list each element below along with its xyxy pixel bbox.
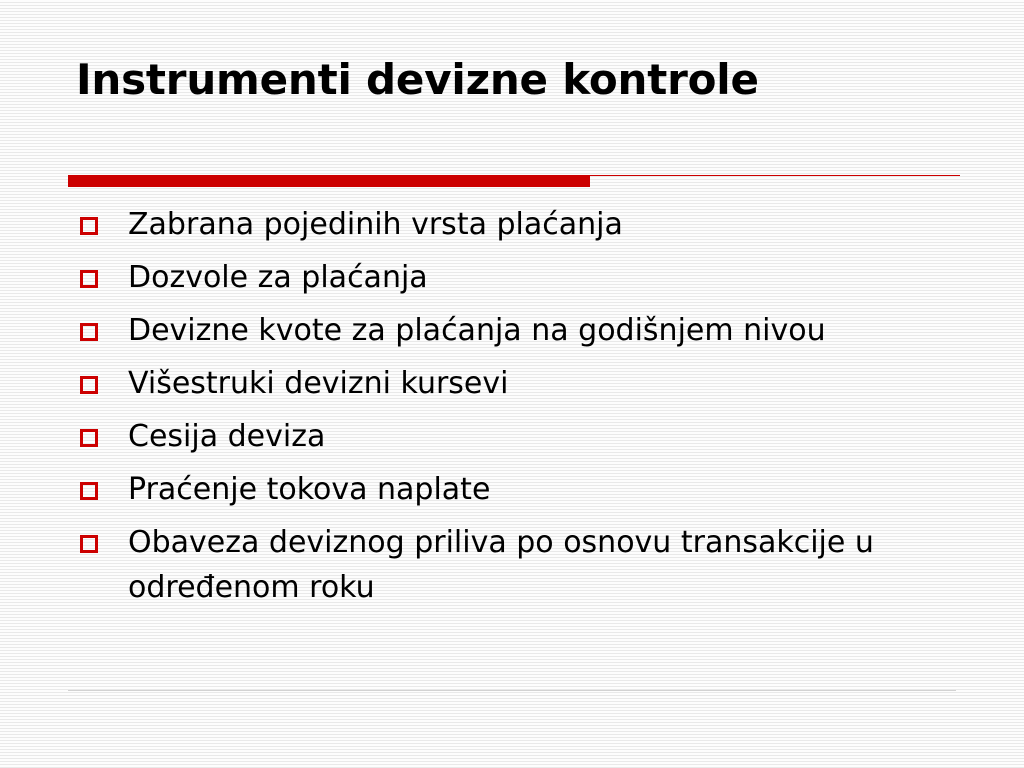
bullet-item — [76, 467, 956, 512]
hollow-square-bullet-icon — [80, 535, 98, 553]
bullet-item — [76, 202, 956, 247]
footer-divider — [68, 690, 956, 691]
hollow-square-bullet-icon — [80, 482, 98, 500]
title-underline-thick — [68, 175, 590, 187]
bullet-text: Zabrana pojedinih vrsta plaćanja — [128, 207, 623, 242]
hollow-square-bullet-icon — [80, 376, 98, 394]
slide-title: Instrumenti devizne kontrole — [76, 55, 759, 104]
bullet-text: Višestruki devizni kursevi — [128, 366, 509, 401]
bullet-item — [76, 255, 956, 300]
bullet-text: Dozvole za plaćanja — [128, 260, 428, 295]
bullet-item — [76, 308, 956, 353]
bullet-item — [76, 361, 956, 406]
title-underline-thin — [590, 175, 960, 176]
bullet-item — [76, 414, 956, 459]
hollow-square-bullet-icon — [80, 217, 98, 235]
hollow-square-bullet-icon — [80, 323, 98, 341]
bullet-text: Praćenje tokova naplate — [128, 472, 491, 507]
hollow-square-bullet-icon — [80, 270, 98, 288]
bullet-text: Cesija deviza — [128, 419, 326, 454]
bullet-text: Devizne kvote za plaćanja na godišnjem nivou — [128, 313, 826, 348]
bullet-item — [76, 520, 956, 610]
bullet-text: Obaveza deviznog priliva po osnovu transakcije u određenom roku — [128, 525, 874, 605]
hollow-square-bullet-icon — [80, 429, 98, 447]
bullet-list — [76, 202, 956, 618]
